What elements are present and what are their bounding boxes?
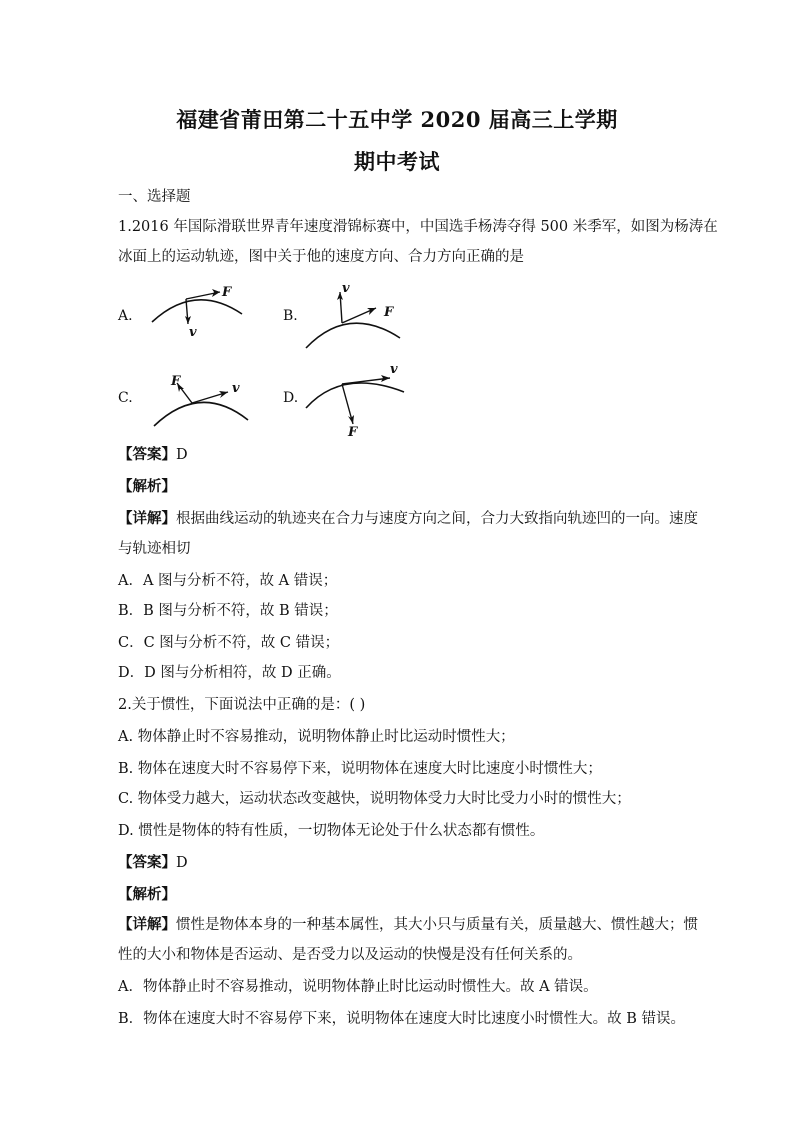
detail-tag: 【详解】	[118, 916, 176, 933]
q2-detail-line2: 性的大小和物体是否运动、是否受力以及运动的快慢是没有任何关系的。	[118, 947, 582, 963]
q1-explanation-a: A．A 图与分析不符，故 A 错误；	[118, 573, 338, 589]
velocity-label: v	[342, 281, 350, 296]
force-label: F	[384, 305, 394, 320]
q1-answer	[118, 446, 688, 464]
q1-option-d-diagram	[300, 362, 410, 440]
q2-option-b: B. 物体在速度大时不容易停下来，说明物体在速度大时比速度小时惯性大；	[118, 761, 602, 777]
answer-tag: 【答案】	[118, 854, 176, 871]
force-label: F	[222, 285, 232, 300]
section-heading: 一、选择题	[118, 189, 191, 205]
q1-explanation-d: D．D 图与分析相符，故 D 正确。	[118, 665, 341, 681]
force-label: F	[348, 425, 358, 440]
answer-tag: 【答案】	[118, 446, 176, 463]
answer-value: D	[176, 447, 188, 463]
q2-stem: 2.关于惯性，下面说法中正确的是：( )	[118, 697, 366, 713]
q2-option-a: A. 物体静止时不容易推动，说明物体静止时比运动时惯性大；	[118, 729, 515, 745]
q1-option-b-label: B.	[283, 308, 298, 324]
detail-text: 惯性是物体本身的一种基本属性，其大小只与质量有关，质量越大、惯性越大；惯	[176, 917, 698, 933]
q1-option-a-label: A.	[118, 308, 133, 324]
detail-text: 根据曲线运动的轨迹夹在合力与速度方向之间，合力大致指向轨迹凹的一向。速度	[176, 511, 698, 527]
q1-option-b-diagram	[300, 278, 410, 353]
detail-tag: 【详解】	[118, 510, 176, 527]
document-title: 福建省莆田第二十五中学 2020 届高三上学期	[176, 107, 618, 132]
q1-detail-line2: 与轨迹相切	[118, 541, 191, 557]
q1-stem-line1: 1.2016 年国际滑联世界青年速度滑锦标赛中，中国选手杨涛夺得 500 米季军，如图为杨涛在	[118, 219, 718, 235]
velocity-label: v	[189, 325, 197, 340]
q1-option-a-diagram	[140, 280, 260, 350]
document-subtitle: 期中考试	[354, 149, 440, 174]
q1-stem-line2: 冰面上的运动轨迹，图中关于他的速度方向、合力方向正确的是	[118, 249, 524, 265]
q1-explanation-c: C．C 图与分析不符，故 C 错误；	[118, 635, 340, 651]
q2-option-d: D. 惯性是物体的特有性质，一切物体无论处于什么状态都有惯性。	[118, 823, 545, 839]
force-label: F	[171, 374, 181, 389]
q1-option-d-label: D.	[283, 390, 299, 406]
q1-detail-line1	[118, 510, 698, 528]
q2-option-c: C. 物体受力越大，运动状态改变越快，说明物体受力大时比受力小时的惯性大；	[118, 791, 631, 807]
velocity-label: v	[232, 381, 240, 396]
trajectory-curve	[306, 323, 400, 348]
q2-explanation-a: A．物体静止时不容易推动，说明物体静止时比运动时惯性大。故 A 错误。	[118, 979, 598, 995]
q2-detail-line1	[118, 916, 698, 934]
q1-option-c-diagram	[150, 368, 260, 433]
answer-value: D	[176, 855, 188, 871]
trajectory-curve	[306, 383, 404, 408]
q1-explanation-b: B．B 图与分析不符，故 B 错误；	[118, 603, 338, 619]
q2-analysis-tag: 【解析】	[118, 886, 176, 903]
q1-analysis-tag: 【解析】	[118, 478, 176, 495]
q2-explanation-b: B．物体在速度大时不容易停下来，说明物体在速度大时比速度小时惯性大。故 B 错误。	[118, 1011, 686, 1027]
q1-option-c-label: C.	[118, 390, 133, 406]
trajectory-curve	[152, 300, 242, 322]
trajectory-curve	[154, 402, 248, 426]
q2-answer	[118, 854, 688, 872]
velocity-label: v	[390, 362, 398, 377]
